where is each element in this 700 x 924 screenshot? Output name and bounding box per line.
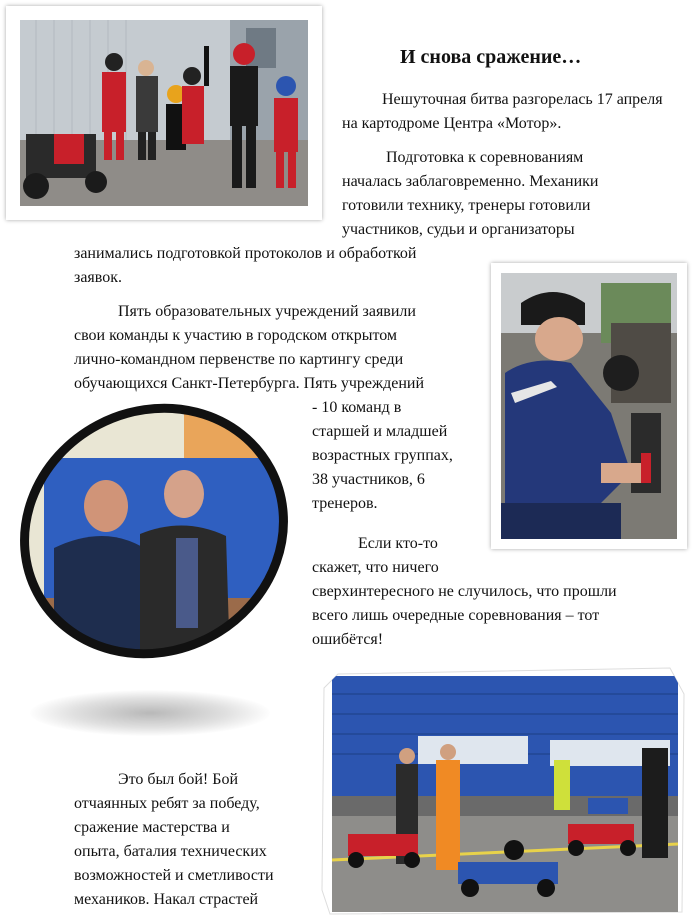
paragraph-date: Нешуточная битва разгорелась 17 апреля на картодроме Центра «Мотор». bbox=[342, 91, 663, 132]
text-line: Это был бой! Бой bbox=[118, 771, 238, 788]
text-line: - 10 команд в bbox=[312, 399, 402, 416]
photo-race-track bbox=[318, 664, 694, 920]
text-line: Пять образовательных учреждений заявили bbox=[118, 303, 416, 320]
text-line: готовили технику, тренеры готовили bbox=[342, 197, 591, 214]
text-line: возможностей и сметливости bbox=[74, 867, 274, 884]
text-line: Подготовка к соревнованиям bbox=[386, 149, 584, 166]
text-line: старшей и младшей bbox=[312, 423, 448, 440]
text-line: всего лишь очередные соревнования – тот bbox=[312, 607, 600, 624]
text-line: сверхинтересного не случилось, что прошли bbox=[312, 583, 617, 600]
text-line: возрастных группах, bbox=[312, 447, 453, 464]
text-line: обучающихся Санкт-Петербурга. Пять учреждений bbox=[74, 375, 425, 392]
photo-mechanic bbox=[491, 263, 687, 549]
article-title: И снова сражение… bbox=[400, 46, 582, 68]
text-line: скажет, что ничего bbox=[312, 559, 439, 576]
text-line: Если кто-то bbox=[358, 535, 438, 552]
photo-participants-frame bbox=[6, 6, 322, 220]
text-line: заявок. bbox=[74, 269, 122, 286]
photo-officials-oval bbox=[4, 398, 304, 664]
text-line: отчаянных ребят за победу, bbox=[74, 795, 260, 812]
text-line: занимались подготовкой протоколов и обработкой bbox=[74, 245, 417, 262]
text-line: началась заблаговременно. Механики bbox=[342, 173, 599, 190]
text-line: свои команды к участию в городском открытом bbox=[74, 327, 398, 344]
text-line: участников, судьи и организаторы bbox=[342, 221, 575, 238]
text-line: сражение мастерства и bbox=[74, 819, 230, 836]
text-line: 38 участников, 6 bbox=[312, 471, 425, 488]
photo-mechanic-frame bbox=[491, 263, 687, 549]
text-line: лично-командном первенстве по картингу среди bbox=[74, 351, 404, 368]
text-line: механиков. Накал страстей bbox=[74, 891, 259, 908]
oval-photo-shadow bbox=[30, 690, 270, 736]
text-line: тренеров. bbox=[312, 495, 378, 512]
photo-participants bbox=[6, 6, 322, 220]
text-line: ошибётся! bbox=[312, 631, 384, 648]
text-line: опыта, баталия технических bbox=[74, 843, 267, 860]
